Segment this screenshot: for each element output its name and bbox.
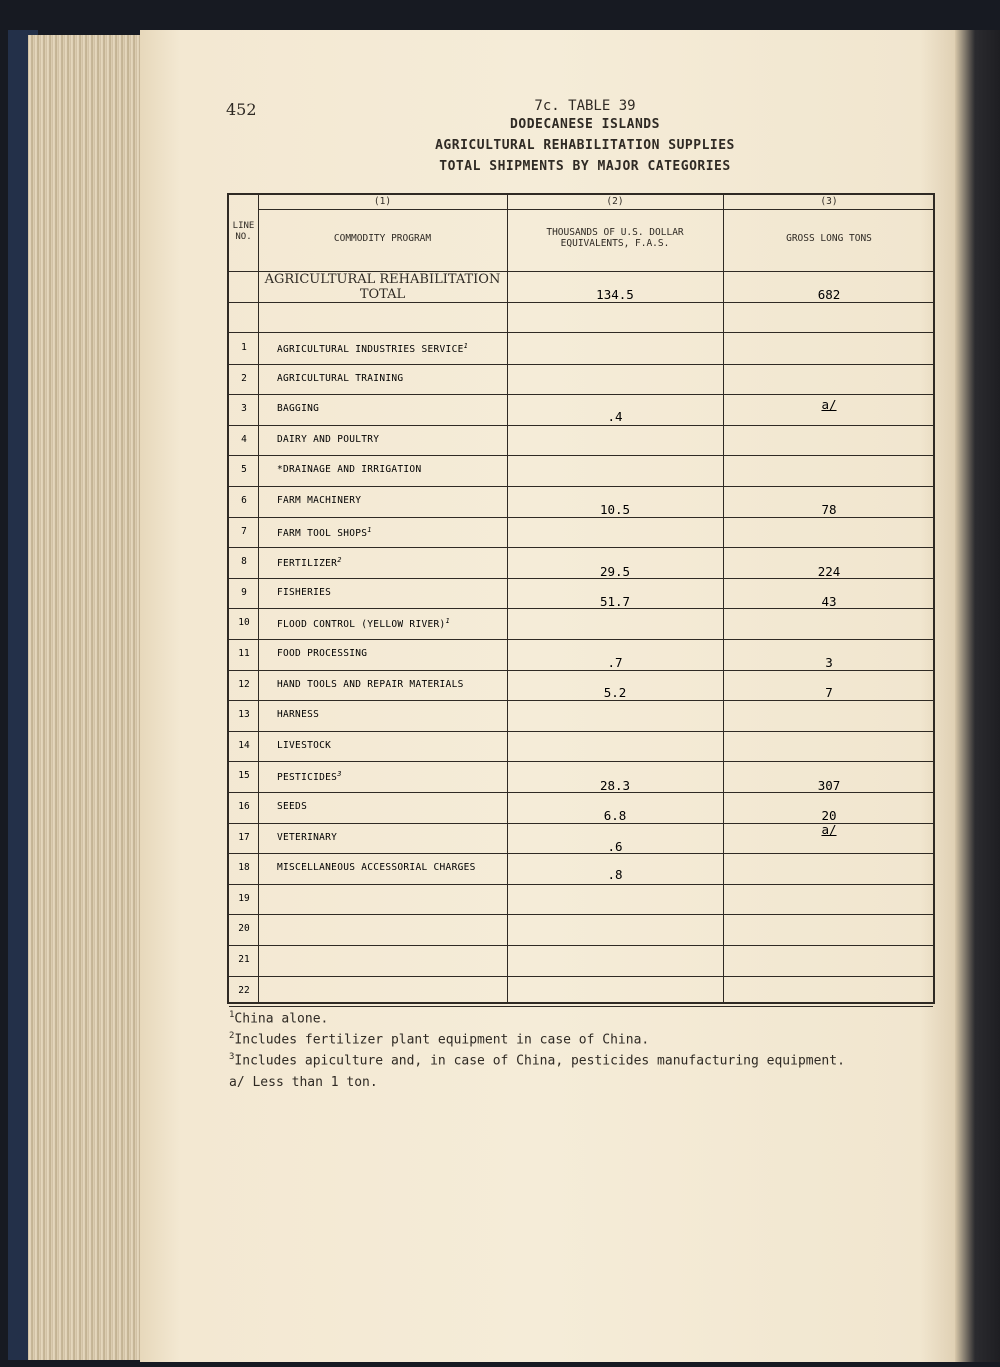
veterinary-dollars: .6 [607, 839, 623, 854]
commodity-text: DAIRY AND POULTRY [277, 433, 380, 445]
line-number: 22 [238, 984, 250, 996]
page-stack [28, 35, 148, 1360]
footnote-2 [229, 1031, 649, 1047]
row-divider [229, 455, 933, 456]
row-divider [229, 914, 933, 915]
commodity-text: FOOD PROCESSING [277, 648, 368, 659]
commodity-label [277, 740, 331, 751]
footnote-marker: 1 [445, 617, 451, 626]
row-divider [229, 700, 933, 701]
tons-header: GROSS LONG TONS [786, 233, 872, 244]
col3-number: (3) [820, 196, 838, 207]
commodity-text: AGRICULTURAL TRAINING [277, 372, 404, 384]
line-number: 16 [238, 801, 250, 812]
total-label-line2: TOTAL [359, 287, 406, 302]
title-country: DODECANESE ISLANDS [510, 117, 660, 132]
commodity-text: FISHERIES [277, 586, 332, 598]
commodity-label [277, 556, 342, 569]
commodity-label [277, 770, 342, 783]
footnote-1-mark: 1 [229, 1010, 235, 1020]
line-number: 12 [238, 678, 250, 690]
total-spacer-line [229, 332, 933, 333]
line-number: 3 [241, 403, 247, 415]
footnote-a: a/ Less than 1 ton. [229, 1075, 378, 1090]
commodity-text: FLOOD CONTROL (YELLOW RIVER) [277, 619, 446, 631]
col1-number: (1) [373, 196, 392, 207]
row-divider [229, 884, 933, 885]
pesticides-tons: 307 [817, 778, 841, 793]
footnote-marker: 3 [337, 770, 342, 779]
row-divider [229, 486, 933, 487]
commodity-label [277, 801, 307, 812]
commodity-text: BAGGING [277, 403, 320, 415]
footnote-3 [229, 1052, 845, 1068]
row-divider [229, 761, 933, 762]
row-divider [229, 547, 933, 548]
commodity-label [277, 342, 468, 355]
commodity-text: VETERINARY [277, 831, 338, 843]
commodity-label [277, 373, 403, 384]
line-number: 18 [238, 862, 250, 874]
col-divider [258, 195, 259, 1002]
commodity-label [277, 832, 337, 843]
dollars-header-l1: THOUSANDS OF U.S. DOLLAR [546, 227, 684, 238]
commodity-header: COMMODITY PROGRAM [333, 233, 432, 244]
line-number: 8 [241, 556, 247, 568]
commodity-text: AGRICULTURAL INDUSTRIES SERVICE [277, 344, 464, 356]
footnote-2-mark: 2 [229, 1031, 235, 1041]
commodity-text: FERTILIZER [277, 558, 338, 570]
hand-tools-tons: 7 [825, 685, 833, 700]
commodity-label [277, 434, 379, 445]
commodity-label [277, 862, 476, 873]
data-table [227, 193, 935, 1004]
commodity-text: FARM MACHINERY [277, 495, 362, 506]
line-number: 4 [241, 433, 247, 445]
seeds-dollars: 6.8 [603, 808, 627, 823]
total-divider [229, 302, 933, 303]
total-label [258, 272, 507, 302]
total-tons: 682 [817, 287, 841, 302]
row-divider [229, 1006, 933, 1007]
title-scope: TOTAL SHIPMENTS BY MAJOR CATEGORIES [439, 159, 731, 174]
line-number: 19 [238, 892, 250, 904]
line-number: 2 [241, 372, 247, 384]
commodity-label [277, 464, 421, 475]
line-number: 1 [241, 342, 247, 353]
line-no-header: LINE NO. [232, 221, 255, 242]
fertilizer-tons: 224 [817, 564, 841, 579]
footnote-1-text: China alone. [234, 1011, 329, 1027]
line-number: 17 [238, 831, 250, 843]
veterinary-tons: a/ [821, 822, 837, 837]
fisheries-tons: 43 [821, 594, 837, 609]
line-number: 11 [238, 648, 250, 659]
commodity-label [277, 709, 319, 720]
commodity-text: SEEDS [277, 801, 308, 812]
col2-number: (2) [606, 196, 624, 207]
commodity-label [277, 617, 450, 630]
commodity-text: FARM TOOL SHOPS [277, 527, 368, 539]
footnote-1 [229, 1010, 328, 1026]
line-number: 15 [238, 770, 250, 782]
row-divider [229, 425, 933, 426]
line-number: 20 [238, 923, 250, 935]
line-number: 21 [238, 954, 250, 965]
misc-dollars: .8 [607, 867, 623, 882]
commodity-text: *DRAINAGE AND IRRIGATION [277, 464, 422, 476]
row-divider [229, 731, 933, 732]
row-divider [229, 364, 933, 365]
footnote-2-text: Includes fertilizer plant equipment in case of China. [234, 1032, 650, 1048]
dollars-header-l2: EQUIVALENTS, F.A.S. [560, 238, 670, 249]
commodity-label [277, 526, 372, 539]
farm-machinery-dollars: 10.5 [599, 502, 631, 517]
bagging-tons: a/ [821, 397, 837, 412]
book-cover-right [955, 30, 1000, 1362]
commodity-label [277, 587, 331, 598]
line-number: 5 [241, 464, 247, 476]
commodity-text: LIVESTOCK [277, 739, 332, 751]
fertilizer-dollars: 29.5 [599, 564, 631, 579]
pesticides-dollars: 28.3 [599, 778, 631, 793]
page-number: 452 [226, 100, 257, 119]
footnote-marker: 1 [463, 342, 469, 350]
farm-machinery-tons: 78 [821, 502, 837, 517]
footnote-marker: 1 [367, 525, 372, 534]
line-number: 6 [241, 495, 247, 506]
table-number: 7c. TABLE 39 [534, 98, 636, 114]
commodity-label [277, 495, 361, 506]
footnote-3-mark: 3 [229, 1052, 235, 1062]
row-divider [229, 639, 933, 640]
line-number: 7 [241, 525, 247, 537]
food-processing-dollars: .7 [607, 655, 623, 670]
total-label-line1: AGRICULTURAL REHABILITATION [264, 272, 501, 287]
line-number: 10 [238, 617, 250, 629]
header-divider [258, 209, 933, 210]
line-number: 9 [241, 586, 247, 598]
commodity-text: MISCELLANEOUS ACCESSORIAL CHARGES [277, 862, 476, 874]
hand-tools-dollars: 5.2 [603, 685, 627, 700]
commodity-text: HARNESS [277, 709, 320, 721]
row-divider [229, 976, 933, 977]
fisheries-dollars: 51.7 [599, 594, 631, 609]
footnote-marker: 2 [337, 556, 342, 565]
food-processing-tons: 3 [825, 655, 833, 670]
commodity-label [277, 648, 367, 659]
commodity-text: HAND TOOLS AND REPAIR MATERIALS [277, 678, 464, 690]
total-dollars: 134.5 [596, 287, 634, 302]
commodity-label [277, 679, 464, 690]
bagging-dollars: .4 [607, 409, 623, 424]
title-subject: AGRICULTURAL REHABILITATION SUPPLIES [435, 138, 735, 153]
line-number: 13 [238, 709, 250, 721]
line-number: 14 [238, 739, 250, 751]
row-divider [229, 945, 933, 946]
commodity-text: PESTICIDES [277, 772, 338, 784]
seeds-tons: 20 [821, 808, 837, 823]
footnote-3-text: Includes apiculture and, in case of China, pesticides manufacturing equipment. [234, 1053, 845, 1069]
row-divider [229, 394, 933, 395]
commodity-label [277, 403, 319, 414]
